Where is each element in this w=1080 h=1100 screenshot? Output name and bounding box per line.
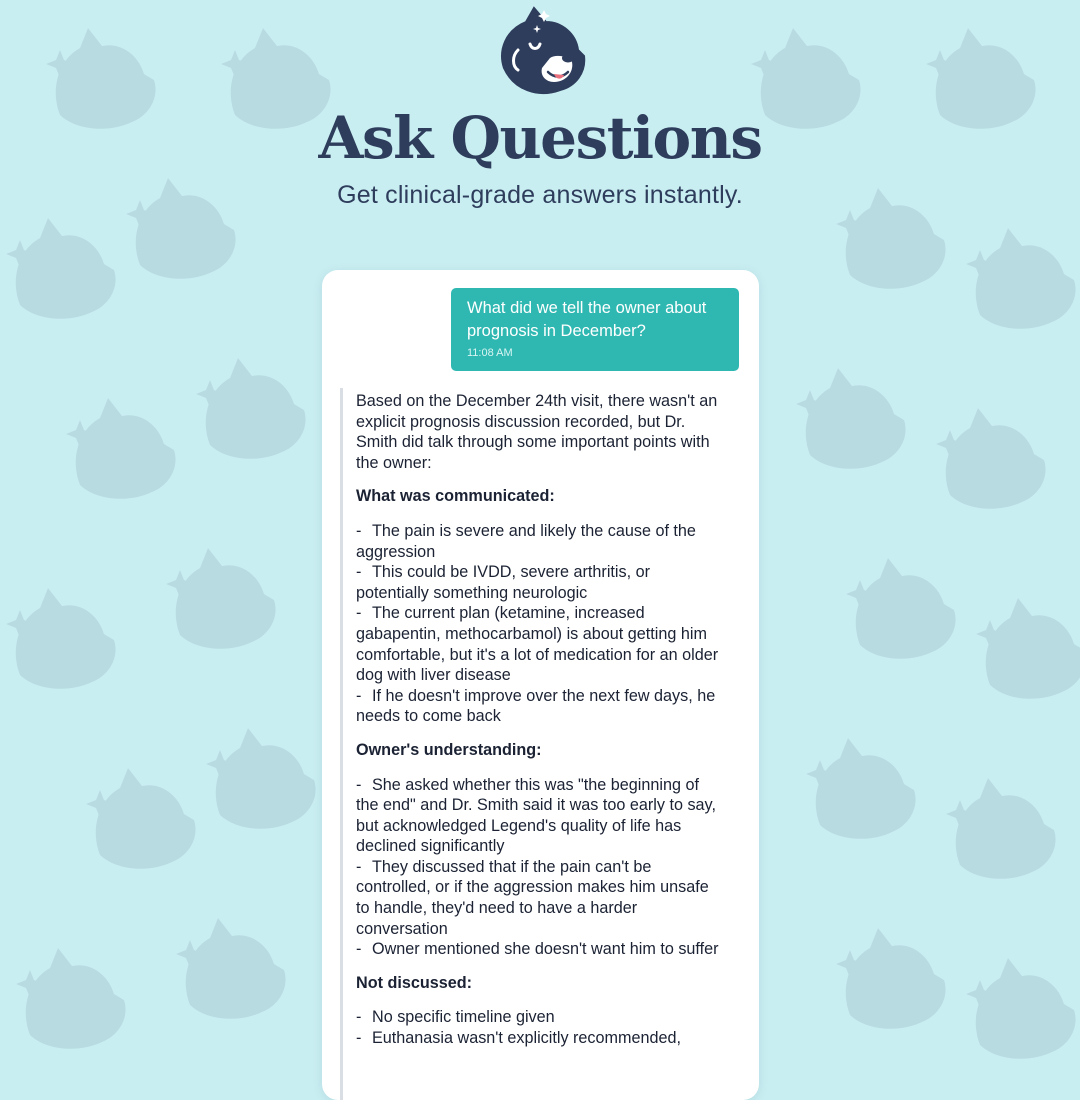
message-timestamp: 11:08 AM [467,347,513,359]
list-item: - The current plan (ketamine, increased gabapentin, methocarbamol) is about getting him comfortable, but it's a lot of medication for an older dog with liver disease [356,604,719,685]
watermark-dog-icon [790,360,910,480]
watermark-dog-icon [930,400,1050,520]
watermark-dog-icon [80,760,200,880]
watermark-dog-icon [970,590,1080,710]
list-item: - They discussed that if the pain can't be controlled, or if the aggression makes him unsafe to handle, they'd need to have a harder conversation [356,857,709,938]
dog-mascot-icon [496,6,586,96]
bullet-list [356,775,720,960]
watermark-dog-icon [190,350,310,470]
watermark-dog-icon [160,540,280,660]
page-subtitle: Get clinical-grade answers instantly. [337,181,743,209]
bullet-list [356,521,720,727]
page-title: Ask Questions [318,104,762,172]
list-item: - Owner mentioned she doesn't want him to suffer [356,940,719,959]
bullet-list [356,1007,720,1048]
watermark-dog-icon [840,550,960,670]
watermark-dog-icon [0,210,120,330]
list-item: - Euthanasia wasn't explicitly recommended, [356,1029,682,1048]
watermark-dog-icon [60,390,180,510]
watermark-dog-icon [960,950,1080,1070]
watermark-dog-icon [800,730,920,850]
watermark-dog-icon [0,580,120,700]
list-item: - She asked whether this was "the beginning of the end" and Dr. Smith said it was too early to say, but acknowledged Legend's quality of life has declined significantly [356,775,716,856]
watermark-dog-icon [10,940,130,1060]
list-item: - No specific timeline given [356,1008,555,1027]
watermark-dog-icon [830,920,950,1040]
section-heading: What was communicated: [356,487,555,506]
user-message-bubble [451,288,739,371]
watermark-dog-icon [940,770,1060,890]
section-heading: Not discussed: [356,973,473,992]
section-heading: Owner's understanding: [356,740,542,759]
assistant-reply [340,388,720,1100]
watermark-dog-icon [170,910,290,1030]
list-item: - The pain is severe and likely the cause of the aggression [356,521,696,561]
reply-intro: Based on the December 24th visit, there wasn't an explicit prognosis discussion recorded, but Dr. Smith did talk through some important points with the owner: [356,392,718,472]
watermark-dog-icon [960,220,1080,340]
list-item: - If he doesn't improve over the next few days, he needs to come back [356,686,716,726]
user-message-text: What did we tell the owner about prognosis in December? [467,299,707,340]
watermark-dog-icon [200,720,320,840]
list-item: - This could be IVDD, severe arthritis, or potentially something neurologic [356,563,650,602]
chat-window [322,270,759,1100]
